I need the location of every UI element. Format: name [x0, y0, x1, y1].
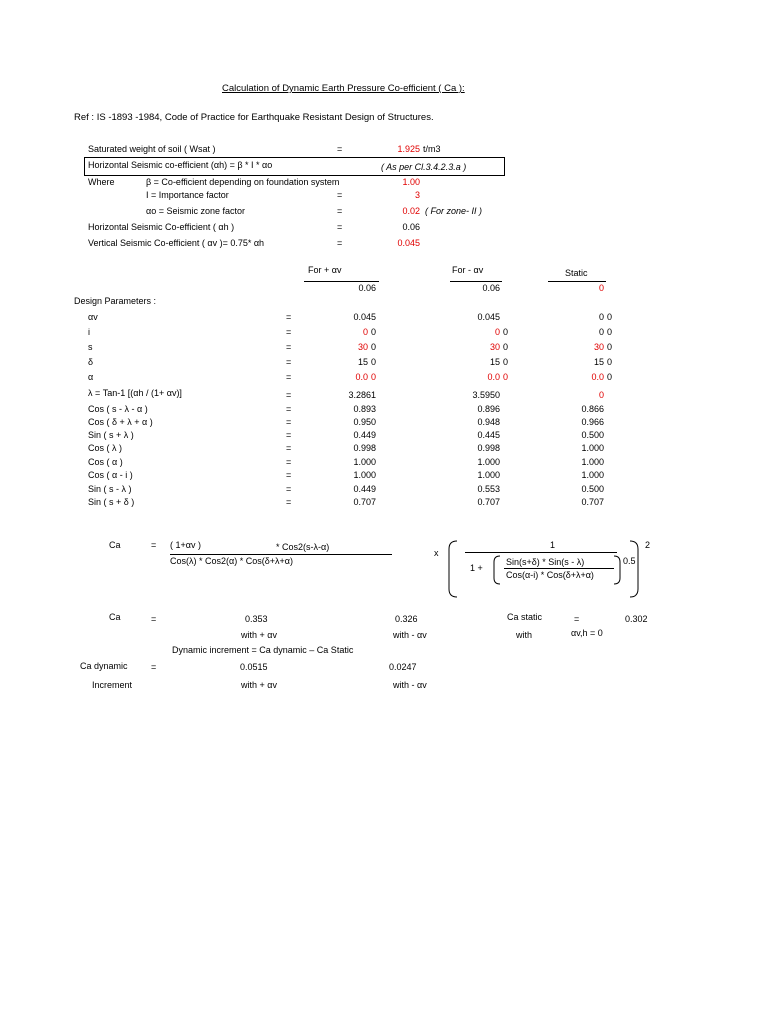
outer-left-bracket [449, 541, 457, 597]
row-label: Sin ( s + δ ) [88, 497, 135, 507]
plus-value: 1.000 [353, 470, 376, 480]
minus-value: 0.045 [477, 312, 500, 322]
equals-sign: = [337, 144, 343, 154]
plus-value: 0.998 [353, 443, 376, 453]
importance-factor-label: I = Importance factor [146, 190, 229, 200]
zone-factor-label: αo = Seismic zone factor [146, 206, 245, 216]
equals-sign: = [286, 312, 292, 322]
equals-sign: = [286, 430, 292, 440]
equals-sign: = [286, 404, 292, 414]
row-label: Cos ( α - i ) [88, 470, 133, 480]
static-value: 0.500 [581, 484, 604, 494]
equals-sign: = [286, 357, 292, 367]
plus-value: 1.000 [353, 457, 376, 467]
static-value: 0.707 [581, 497, 604, 507]
plus-value: 3.2861 [348, 390, 376, 400]
with-minus-label: with - αv [393, 630, 427, 640]
static-degree: 0 [607, 312, 613, 322]
power-half: 0.5 [623, 556, 636, 566]
minus-value: 1.000 [477, 470, 500, 480]
row-label: Sin ( s - λ ) [88, 484, 132, 494]
dynamic-increment-formula: Dynamic increment = Ca dynamic – Ca Static [172, 645, 354, 655]
plus-value: 0.707 [353, 497, 376, 507]
equals-sign: = [286, 390, 292, 400]
plus-degree: 0 [371, 357, 377, 367]
static-degree: 0 [607, 372, 613, 382]
static-value: 1.000 [581, 470, 604, 480]
col-minus-header: For - αv [452, 265, 484, 275]
static-with-label: with [516, 630, 533, 640]
static-value: 0.866 [581, 404, 604, 414]
where-label: Where [88, 177, 115, 187]
static-value: 15 [593, 357, 604, 367]
row-label: Cos ( δ + λ + α ) [88, 417, 153, 427]
vertical-coeff-label: Vertical Seismic Co-efficient ( αv )= 0.75* αh [88, 238, 265, 248]
static-value: 0.500 [581, 430, 604, 440]
with-minus-label: with - αv [393, 680, 427, 690]
times-sign: x [434, 548, 439, 558]
formula-numerator-right: * Cos2(s-λ-α) [276, 542, 330, 552]
equals-sign: = [286, 342, 292, 352]
equals-sign: = [286, 470, 292, 480]
minus-value: 0.553 [477, 484, 500, 494]
row-label: α [88, 372, 94, 382]
ca-minus-value: 0.326 [395, 614, 418, 624]
horizontal-coeff-value: 0.06 [402, 222, 420, 232]
saturated-weight-label: Saturated weight of soil ( Wsat ) [88, 144, 216, 154]
plus-degree: 0 [371, 342, 377, 352]
formula-denominator: Cos(λ) * Cos2(α) * Cos(δ+λ+α) [170, 556, 293, 566]
minus-degree: 0 [503, 342, 509, 352]
horizontal-formula-note: ( As per Cl.3.4.2.3.a ) [381, 162, 467, 172]
minus-value: 0.998 [477, 443, 500, 453]
static-value: 0 [598, 312, 604, 322]
static-value: 0.966 [581, 417, 604, 427]
equals-sign: = [151, 540, 157, 550]
equals-sign: = [286, 484, 292, 494]
vertical-coeff-value: 0.045 [397, 238, 420, 248]
minus-degree: 0 [503, 372, 509, 382]
formula-numerator-left: ( 1+αv ) [170, 540, 201, 550]
equals-sign: = [286, 372, 292, 382]
col-static-header: Static [565, 268, 588, 278]
static-value: 0.0 [591, 372, 604, 382]
row-label: Cos ( α ) [88, 457, 123, 467]
beta-label: β = Co-efficient depending on foundation system [146, 177, 340, 187]
equals-sign: = [337, 206, 343, 216]
equals-sign: = [337, 222, 343, 232]
static-value: 0 [598, 390, 604, 400]
ca-dynamic-label: Ca dynamic [80, 661, 128, 671]
row-label: Cos ( s - λ - α ) [88, 404, 148, 414]
inner-denominator: Cos(α-i) * Cos(δ+λ+α) [506, 570, 594, 580]
minus-degree: 0 [503, 357, 509, 367]
importance-factor-value: 3 [414, 190, 420, 200]
minus-value: 3.5950 [472, 390, 500, 400]
power-two: 2 [645, 540, 651, 550]
ca-result-label: Ca [109, 612, 121, 622]
increment-minus-value: 0.0247 [389, 662, 417, 672]
equals-sign: = [286, 457, 292, 467]
beta-value: 1.00 [402, 177, 420, 187]
horizontal-coeff-label: Horizontal Seismic Co-efficient ( αh ) [88, 222, 235, 232]
increment-plus-value: 0.0515 [240, 662, 268, 672]
plus-value: 0.0 [355, 372, 368, 382]
plus-degree: 0 [371, 327, 377, 337]
static-value: 0 [598, 327, 604, 337]
plus-value: 15 [357, 357, 368, 367]
static-degree: 0 [607, 357, 613, 367]
with-plus-label: with + αv [241, 630, 277, 640]
minus-value: 0.0 [487, 372, 500, 382]
row-label: δ [88, 357, 94, 367]
increment-label: Increment [92, 680, 133, 690]
design-parameters-label: Design Parameters : [74, 296, 157, 306]
equals-sign: = [286, 497, 292, 507]
with-plus-label: with + αv [241, 680, 277, 690]
formula-one-plus: 1 + [470, 563, 483, 573]
zone-factor-value: 0.02 [402, 206, 420, 216]
inner-right-bracket [614, 556, 620, 584]
static-value: 1.000 [581, 457, 604, 467]
saturated-weight-value: 1.925 [397, 144, 420, 154]
equals-sign: = [151, 614, 157, 624]
formula-one: 1 [550, 540, 556, 550]
plus-value: 0.449 [353, 430, 376, 440]
ca-static-value: 0.302 [625, 614, 648, 624]
zone-factor-note: ( For zone- II ) [425, 206, 483, 216]
plus-value: 0.045 [353, 312, 376, 322]
row-label: Sin ( s + λ ) [88, 430, 134, 440]
saturated-weight-unit: t/m3 [423, 144, 441, 154]
row-label: λ = Tan-1 [(αh / (1+ αv)] [88, 388, 182, 398]
static-value: 30 [593, 342, 604, 352]
static-degree: 0 [607, 342, 613, 352]
minus-value: 30 [489, 342, 500, 352]
inner-numerator: Sin(s+δ) * Sin(s - λ) [506, 557, 585, 567]
reference-text: Ref : IS -1893 -1984, Code of Practice for Earthquake Resistant Design of Structures. [74, 112, 434, 123]
col-plus-header: For + αv [308, 265, 342, 275]
col-plus-head-value: 0.06 [358, 283, 376, 293]
row-label: Cos ( λ ) [88, 443, 123, 453]
static-degree: 0 [607, 327, 613, 337]
plus-value: 30 [357, 342, 368, 352]
minus-value: 0.445 [477, 430, 500, 440]
minus-degree: 0 [503, 327, 509, 337]
plus-value: 0.893 [353, 404, 376, 414]
equals-sign: = [574, 614, 580, 624]
row-label: s [88, 342, 93, 352]
col-static-head-value: 0 [598, 283, 604, 293]
minus-value: 15 [489, 357, 500, 367]
static-condition: αv,h = 0 [571, 628, 603, 638]
plus-value: 0 [362, 327, 368, 337]
equals-sign: = [286, 417, 292, 427]
equals-sign: = [337, 190, 343, 200]
minus-value: 1.000 [477, 457, 500, 467]
minus-value: 0.896 [477, 404, 500, 414]
ca-formula-label: Ca [109, 540, 121, 550]
page-title: Calculation of Dynamic Earth Pressure Co-efficient ( Ca ): [222, 83, 465, 94]
equals-sign: = [337, 238, 343, 248]
minus-value: 0 [494, 327, 500, 337]
minus-value: 0.707 [477, 497, 500, 507]
equals-sign: = [286, 327, 292, 337]
plus-value: 0.950 [353, 417, 376, 427]
col-minus-head-value: 0.06 [482, 283, 500, 293]
row-label: i [88, 327, 90, 337]
ca-static-label: Ca static [507, 612, 543, 622]
minus-value: 0.948 [477, 417, 500, 427]
static-value: 1.000 [581, 443, 604, 453]
plus-value: 0.449 [353, 484, 376, 494]
outer-right-bracket [630, 541, 638, 597]
equals-sign: = [286, 443, 292, 453]
plus-degree: 0 [371, 372, 377, 382]
inner-left-bracket [494, 556, 500, 584]
ca-plus-value: 0.353 [245, 614, 268, 624]
row-label: αv [88, 312, 98, 322]
horizontal-formula-label: Horizontal Seismic co-efficient (αh) = β * I * αo [88, 160, 273, 170]
equals-sign: = [151, 662, 157, 672]
